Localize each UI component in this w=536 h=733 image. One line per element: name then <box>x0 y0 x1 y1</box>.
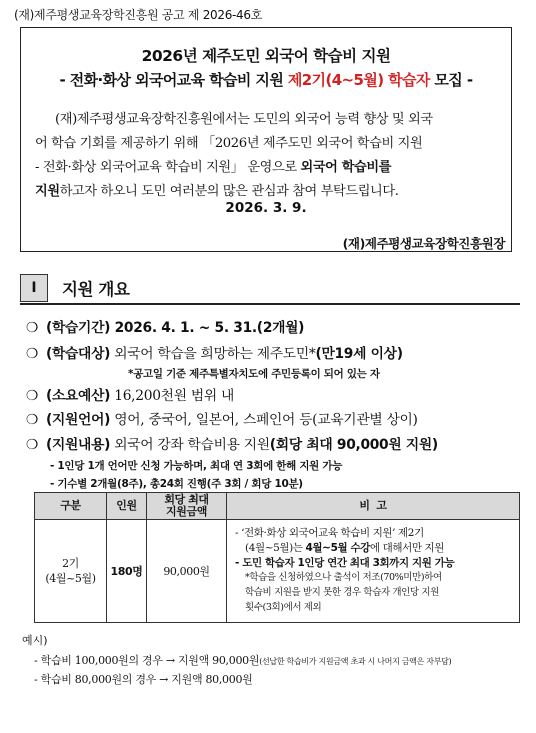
notice-body-line: 어 학습 기회를 제공하기 위해 「2026년 제주도민 외국어 학습비 지원 <box>35 136 423 151</box>
item-budget <box>26 384 234 404</box>
notice-subtitle <box>21 69 511 90</box>
item-label: (소요예산) <box>46 388 111 404</box>
item-value: 외국어 학습을 희망하는 제주도민* <box>110 346 316 362</box>
item-value: 2026. 4. 1. ~ 5. 31.(2개월) <box>110 320 305 336</box>
cell-period <box>35 520 107 623</box>
column-header-people: 인원 <box>107 493 147 520</box>
notice-body-line: (재)제주평생교육장학진흥원에서는 도민의 외국어 능력 향상 및 외국 <box>55 112 433 127</box>
item-languages <box>26 408 418 428</box>
column-header-period: 구분 <box>35 493 107 520</box>
examples-label: 예시) <box>22 634 48 647</box>
item-value: 16,200천원 범위 내 <box>110 388 234 404</box>
remark-line: *학습을 신청하였으나 출석이 저조(70%미만)하여 <box>245 572 442 583</box>
circle-bullet-icon: ❍ <box>26 437 39 453</box>
notice-issuer: (재)제주평생교육장학진흥원장 <box>342 236 505 251</box>
period-label: 2기 <box>62 557 79 570</box>
notice-title: 2026년 제주도민 외국어 학습비 지원 <box>141 47 391 65</box>
column-header-remarks: 비 고 <box>227 493 520 520</box>
item-label: (지원내용) <box>46 437 111 453</box>
section-title: 지원 개요 <box>62 280 130 299</box>
table-row <box>35 520 520 623</box>
notice-body-text: 하고자 하오니 도민 여러분의 많은 관심과 참여 부탁드립니다. <box>59 184 399 199</box>
item-value: 영어, 중국어, 일본어, 스페인어 등(교육기관별 상이) <box>110 412 418 428</box>
notice-body-line <box>35 156 501 180</box>
subtitle-suffix: 모집 - <box>429 71 473 89</box>
item-study-period <box>26 316 304 336</box>
table-header-row <box>35 493 520 520</box>
content-note: - 기수별 2개월(8주), 총24회 진행(주 3회 / 회당 10분) <box>50 478 303 490</box>
section-divider <box>20 303 520 305</box>
notice-number: (재)제주평생교육장학진흥원 공고 제 2026-46호 <box>14 8 263 22</box>
notice-body-text: - 전화·화상 외국어교육 학습비 지원」 운영으로 <box>35 160 301 175</box>
item-label: (지원언어) <box>46 412 111 428</box>
subtitle-highlight: 제2기(4~5월) 학습자 <box>287 71 430 89</box>
item-value-bold: (회당 최대 90,000원 지원) <box>269 437 438 453</box>
notice-box <box>20 27 512 252</box>
circle-bullet-icon: ❍ <box>26 412 39 428</box>
period-months: (4월~5월) <box>45 572 96 585</box>
notice-date: 2026. 3. 9. <box>225 200 307 216</box>
cell-amount: 90,000원 <box>147 520 227 623</box>
support-table <box>34 492 520 623</box>
item-target <box>26 342 403 362</box>
notice-body-emphasis: 외국어 학습비를 <box>300 160 392 175</box>
column-header-amount: 회당 최대 지원금액 <box>147 493 227 520</box>
subtitle-prefix: - 전화·화상 외국어교육 학습비 지원 <box>59 71 288 89</box>
example-line <box>34 652 451 668</box>
circle-bullet-icon: ❍ <box>26 346 39 362</box>
item-label: (학습대상) <box>46 346 111 362</box>
remark-text: (4월~5월)는 <box>245 542 306 554</box>
remark-line <box>235 541 513 555</box>
remark-line: - ‘전화·화상 외국어교육 학습비 지원’ 제2기 <box>235 527 424 539</box>
target-note: *공고일 기준 제주특별자치도에 주민등록이 되어 있는 자 <box>128 368 380 380</box>
item-label: (학습기간) <box>46 320 111 336</box>
item-value: 외국어 강좌 학습비용 지원 <box>110 437 270 453</box>
remark-text: 에 대해서만 지원 <box>369 542 445 554</box>
item-value-bold: (만19세 이상) <box>315 346 403 362</box>
notice-body-emphasis: 지원 <box>35 184 60 199</box>
section-header <box>20 274 520 304</box>
cell-remarks <box>227 520 520 623</box>
example-footnote: (선납한 학습비가 지원금액 초과 시 나머지 금액은 자부담) <box>259 657 452 666</box>
remark-line: 학습비 지원을 받지 못한 경우 학습자 개인당 지원 <box>245 587 439 598</box>
section-number: Ⅰ <box>20 274 48 302</box>
remark-line: 횟수(3회)에서 제외 <box>245 602 322 613</box>
example-line: - 학습비 80,000원의 경우 → 지원액 80,000원 <box>34 673 253 686</box>
remark-line: - 도민 학습자 1인당 연간 최대 3회까지 지원 가능 <box>235 557 455 569</box>
content-note: - 1인당 1개 언어만 신청 가능하며, 최대 연 3회에 한해 지원 가능 <box>50 460 343 472</box>
item-support-content <box>26 433 438 453</box>
circle-bullet-icon: ❍ <box>26 320 39 336</box>
remark-emphasis: 4월~5월 수강 <box>305 542 370 554</box>
circle-bullet-icon: ❍ <box>26 388 39 404</box>
example-text: - 학습비 100,000원의 경우 → 지원액 90,000원 <box>34 654 260 667</box>
notice-body <box>35 108 501 204</box>
cell-people: 180명 <box>107 520 147 623</box>
